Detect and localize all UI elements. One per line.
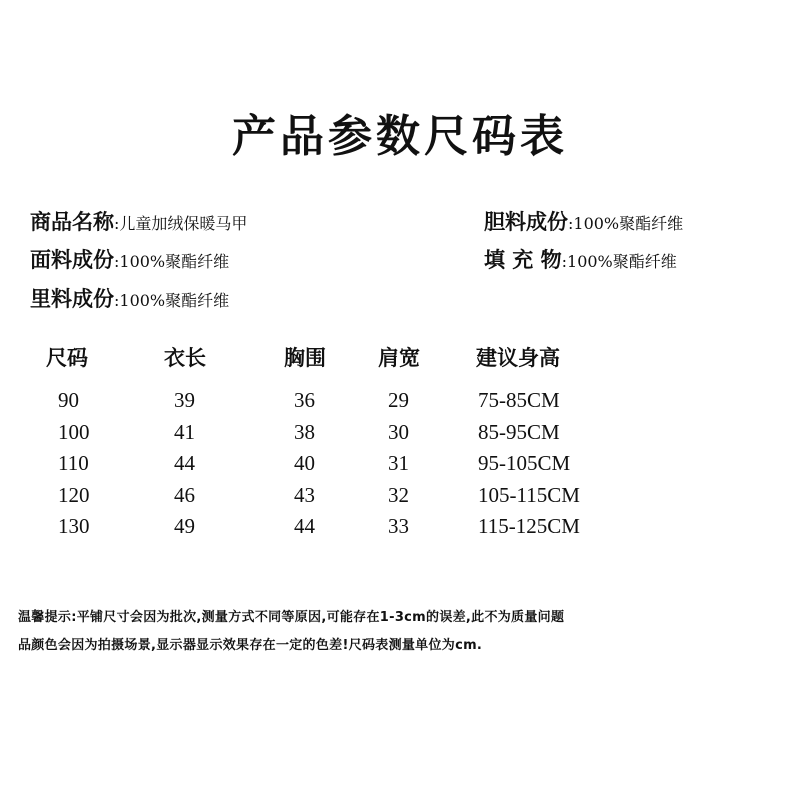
cell-length: 49	[174, 514, 195, 538]
header-length: 衣长	[164, 346, 206, 370]
cell-length: 44	[174, 451, 195, 475]
cell-chest: 43	[294, 482, 315, 507]
note-line-1: 温馨提示:平铺尺寸会因为批次,测量方式不同等原因,可能存在1-3cm的误差,此不为质量问题	[18, 610, 565, 625]
cell-height: 75-85CM	[478, 388, 560, 412]
lining-value: :100%聚酯纤维	[568, 214, 684, 233]
cell-chest: 38	[294, 419, 315, 444]
cell-height: 115-125CM	[478, 514, 580, 538]
cell-length: 39	[174, 388, 195, 412]
filling-value: :100%聚酯纤维	[561, 252, 677, 271]
inner-row	[30, 283, 229, 313]
cell-length: 46	[174, 482, 195, 507]
filling-label: 填 充 物	[484, 248, 562, 272]
inner-value: :100%聚酯纤维	[114, 291, 230, 310]
cell-shoulder: 31	[388, 451, 409, 475]
header-chest: 胸围	[284, 346, 326, 370]
header-height: 建议身高	[476, 346, 560, 370]
header-shoulder: 肩宽	[378, 346, 420, 370]
header-size: 尺码	[46, 346, 88, 370]
lining-label: 胆料成份	[484, 210, 568, 234]
cell-size: 120	[58, 482, 90, 507]
cell-size: 110	[58, 451, 89, 475]
cell-size: 130	[58, 514, 90, 538]
product-name-value: :儿童加绒保暖马甲	[114, 214, 248, 233]
fabric-label: 面料成份	[30, 248, 114, 272]
cell-chest: 44	[294, 514, 315, 538]
lining-row	[484, 206, 683, 236]
cell-shoulder: 32	[388, 482, 409, 507]
cell-height: 105-115CM	[478, 482, 580, 507]
product-name-label: 商品名称	[30, 210, 114, 234]
cell-size: 100	[58, 419, 90, 444]
cell-shoulder: 33	[388, 514, 409, 538]
cell-height: 85-95CM	[478, 419, 560, 444]
fabric-row	[30, 244, 229, 274]
note-line-2: 品颜色会因为拍摄场景,显示器显示效果存在一定的色差!尺码表测量单位为cm.	[18, 638, 483, 653]
cell-height: 95-105CM	[478, 451, 571, 475]
inner-label: 里料成份	[30, 287, 114, 311]
cell-chest: 40	[294, 451, 315, 475]
fabric-value: :100%聚酯纤维	[114, 252, 230, 271]
page-title: 产品参数尺码表	[232, 111, 568, 162]
cell-size: 90	[58, 388, 79, 412]
cell-length: 41	[174, 419, 195, 444]
cell-shoulder: 30	[388, 419, 409, 444]
product-name-row	[30, 206, 247, 236]
cell-shoulder: 29	[388, 388, 409, 412]
cell-chest: 36	[294, 388, 315, 412]
filling-row	[484, 244, 677, 274]
